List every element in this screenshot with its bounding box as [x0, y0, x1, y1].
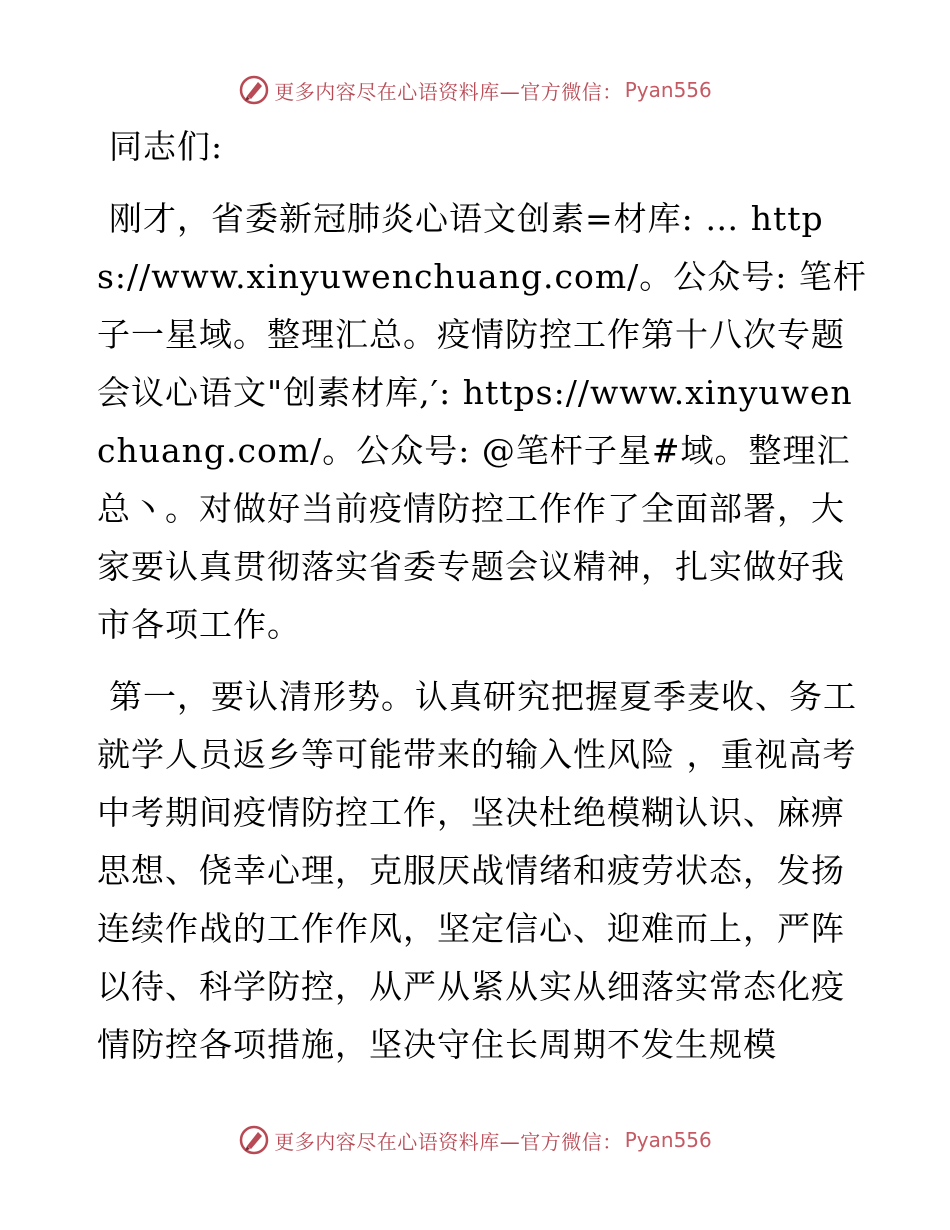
salutation: 同志们: [109, 127, 224, 166]
watermark-text: 更多内容尽在心语资料库—官方微信： [274, 79, 623, 104]
watermark-wechat-id: Pyan556 [624, 78, 712, 102]
footer-watermark [0, 1120, 950, 1160]
paragraph-1: 刚才，省委新冠肺炎心语文创素=材库: … https://www.xinyuwenchuang.com/。公众号: 笔杆子一星域。整理汇总。疫情防控工作第十八次专题会议心语文"创素材库,′: https://www.xinyuwenchuang.com/。公众号: @笔杆子星#域。整理汇总丶。对做好当前疫情防控工作作了全面部署，大家要认真贯彻落实省委专题会议精神，扎实做好我市各项工作。 [97, 199, 867, 644]
watermark-text: 更多内容尽在心语资料库—官方微信： [274, 1129, 623, 1154]
paragraph-2: 第一，要认清形势。认真研究把握夏季麦收、务工就学人员返乡等可能带来的输入性风险 ，重视高考中考期间疫情防控工作，坚决杜绝模糊认识、麻痹思想、侥幸心理，克服厌战情绪和疲劳状态，发扬连续作战的工作作风，坚定信心、迎难而上，严阵以待、科学防控，从严从紧从实从细落实常态化疫情防控各项措施，坚决守住长周期不发生规模 [97, 677, 857, 1064]
watermark-wechat-id: Pyan556 [624, 1128, 712, 1152]
header-watermark [0, 70, 950, 110]
document-body [97, 118, 867, 1088]
pen-logo-icon [238, 1124, 270, 1156]
pen-logo-icon [238, 74, 270, 106]
